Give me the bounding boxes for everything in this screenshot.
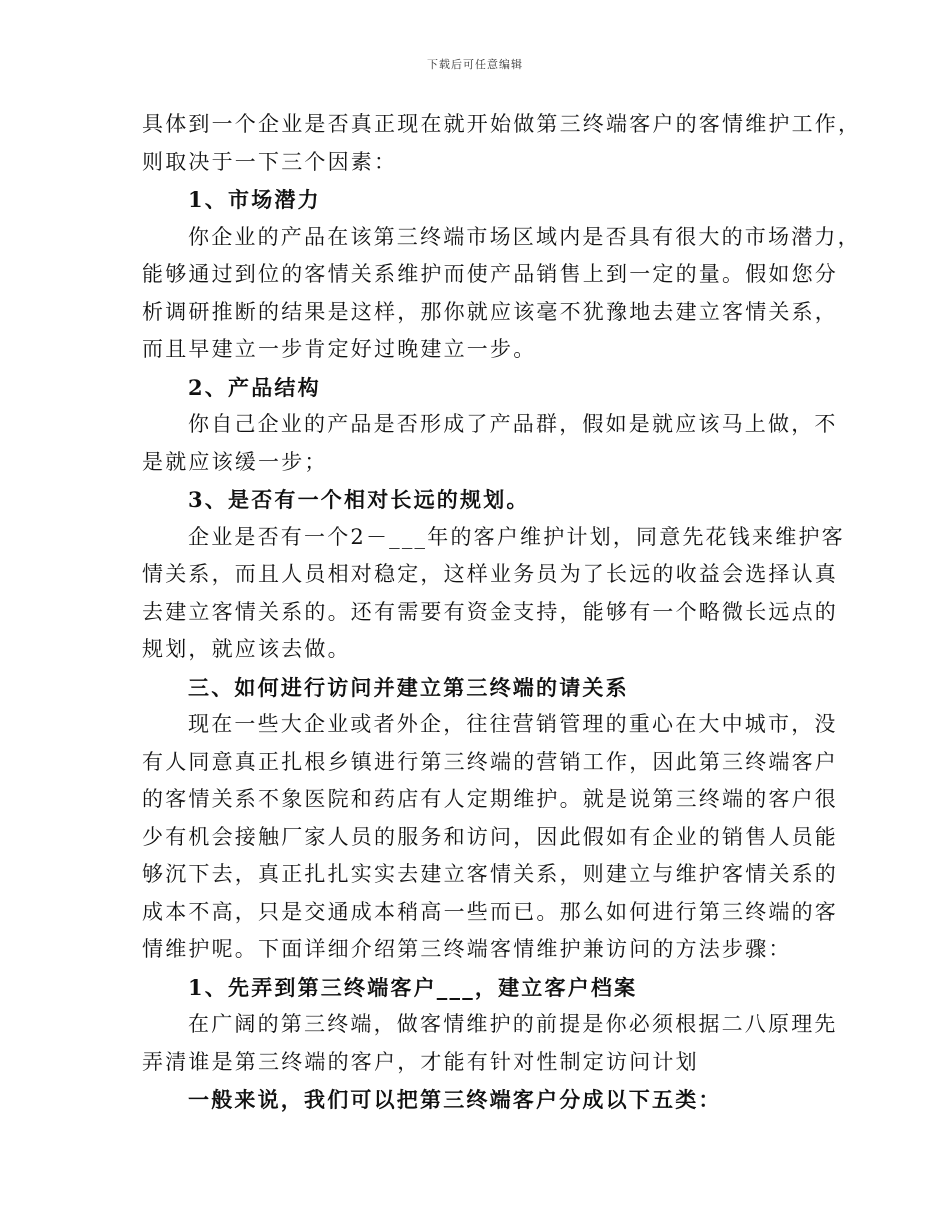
text-line: 能够通过到位的客情关系维护而使产品销售上到一定的量。假如您分 xyxy=(142,262,838,286)
text-line: 具体到一个企业是否真正现在就开始做第三终端客户的客情维护工作， xyxy=(142,112,862,136)
text-line: 的客情关系不象医院和药店有人定期维护。就是说第三终端的客户很 xyxy=(142,787,838,811)
section-heading: 1、市场潜力 xyxy=(188,187,321,212)
document-body xyxy=(142,106,862,1119)
text-line: 够沉下去，真正扎扎实实去建立客情关系，则建立与维护客情关系的 xyxy=(142,862,838,886)
text-line: 你自己企业的产品是否形成了产品群，假如是就应该马上做，不 xyxy=(188,412,838,436)
section-heading: 3、是否有一个相对长远的规划。 xyxy=(188,487,530,512)
text-line: 成本不高，只是交通成本稍高一些而已。那么如何进行第三终端的客 xyxy=(142,899,838,924)
text-line: 而且早建立一步肯定好过晚建立一步。 xyxy=(142,337,537,361)
text-line: 去建立客情关系的。还有需要有资金支持，能够有一个略微长远点的 xyxy=(142,599,838,624)
text-line: 有人同意真正扎根乡镇进行第三终端的营销工作，因此第三终端客户 xyxy=(142,749,838,774)
text-line: 在广阔的第三终端，做客情维护的前提是你必须根据二八原理先 xyxy=(188,1012,838,1036)
text-line: 少有机会接触厂家人员的服务和访问，因此假如有企业的销售人员能 xyxy=(142,824,838,849)
text-line: 是就应该缓一步； xyxy=(142,449,328,474)
section-heading: 一般来说，我们可以把第三终端客户分成以下五类： xyxy=(188,1087,722,1112)
text-line: 则取决于一下三个因素： xyxy=(142,149,398,174)
text-line: 弄清谁是第三终端的客户，才能有针对性制定访问计划 xyxy=(142,1049,699,1074)
text-line: 规划，就应该去做。 xyxy=(142,637,351,661)
section-heading: 1、先弄到第三终端客户___，建立客户档案 xyxy=(188,974,638,1000)
text-line: 现在一些大企业或者外企，往往营销管理的重心在大中城市，没 xyxy=(188,712,838,736)
text-line: 你企业的产品在该第三终端市场区域内是否具有很大的市场潜力， xyxy=(188,224,861,249)
section-heading: 2、产品结构 xyxy=(188,374,321,400)
text-line: 情关系，而且人员相对稳定，这样业务员为了长远的收益会选择认真 xyxy=(142,562,838,586)
text-line: 企业是否有一个2－___年的客户维护计划，同意先花钱来维护客 xyxy=(188,524,845,549)
section-heading: 三、如何进行访问并建立第三终端的请关系 xyxy=(188,674,629,700)
text-line: 析调研推断的结果是这样，那你就应该毫不犹豫地去建立客情关系， xyxy=(142,299,838,324)
text-line: 情维护呢。下面详细介绍第三终端客情维护兼访问的方法步骤： xyxy=(142,937,792,961)
page-header: 下载后可任意编辑 xyxy=(427,58,523,71)
